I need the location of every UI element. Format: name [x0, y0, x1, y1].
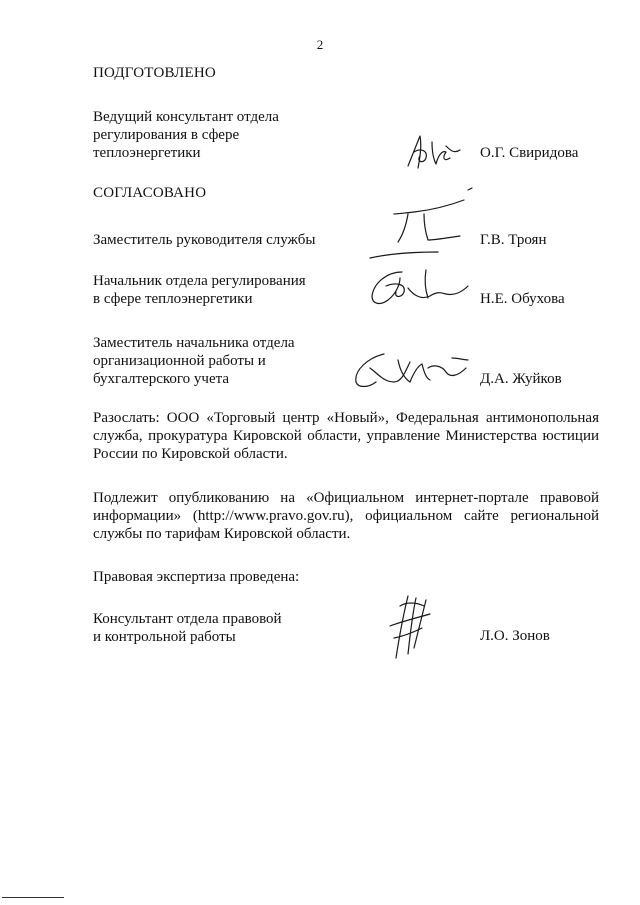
signatory-position: Заместитель руководителя службы: [93, 232, 316, 248]
prepared-name: О.Г. Свиридова: [480, 145, 579, 161]
signature-zhuikov: [350, 348, 475, 393]
signatory-name: Д.А. Жуйков: [480, 371, 562, 387]
legal-review-name: Л.О. Зонов: [480, 628, 550, 644]
legal-review-position: Консультант отдела правовой и контрольной работы: [93, 611, 282, 645]
signatory-position: Заместитель начальника отдела организационной работы и бухгалтерского учета: [93, 335, 295, 387]
footer-divider: [2, 897, 64, 898]
signatory-position: Начальник отдела регулирования в сфере теплоэнергетики: [93, 273, 306, 307]
distribution-paragraph: Разослать: ООО «Торговый центр «Новый», Федеральная антимонопольная служба, прокуратура Кировской области, управление Министерства юстиции России по Кировской области.: [93, 410, 599, 462]
prepared-position: Ведущий консультант отдела регулирования в сфере теплоэнергетики: [93, 109, 279, 161]
signature-troyan: [368, 184, 478, 264]
signature-zonov: [386, 592, 436, 662]
signatory-name: Г.В. Троян: [480, 232, 547, 248]
legal-review-statement: Правовая экспертиза проведена:: [93, 569, 300, 585]
agreed-heading: СОГЛАСОВАНО: [93, 185, 207, 201]
page-number: 2: [316, 37, 324, 52]
signature-obukhova: [366, 262, 476, 312]
publication-paragraph: Подлежит опубликованию на «Официальном интернет-портале правовой информации» (http://www.pravo.gov.ru), официальном сайте региональной службы по тарифам Кировской области.: [93, 490, 599, 542]
signatory-name: Н.Е. Обухова: [480, 291, 565, 307]
signature-sviridova: [398, 128, 468, 173]
prepared-heading: ПОДГОТОВЛЕНО: [93, 65, 216, 81]
